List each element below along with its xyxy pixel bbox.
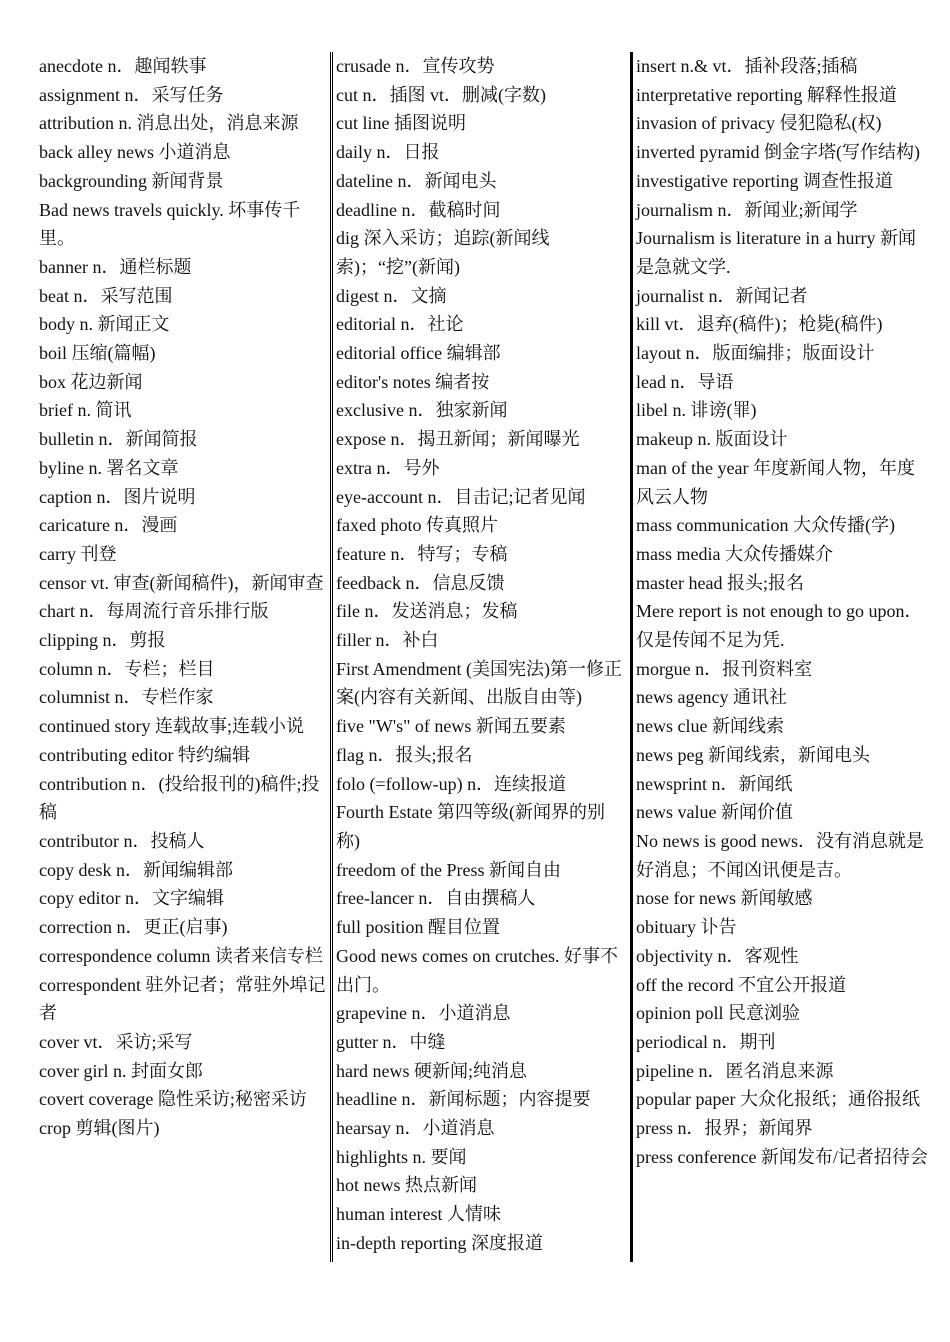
glossary-entry: Fourth Estate 第四等级(新闻界的别称) (336, 802, 605, 851)
glossary-entry: contribution n．(投给报刊的)稿件;投稿 (39, 773, 320, 823)
glossary-entry: gutter n．中缝 (336, 1031, 446, 1052)
glossary-entry: beat n．采写范围 (39, 285, 173, 306)
glossary-entry: journalism n．新闻业;新闻学 (636, 199, 858, 220)
glossary-entry: in-depth reporting 深度报道 (336, 1232, 543, 1253)
glossary-entry: journalist n．新闻记者 (636, 285, 808, 306)
glossary-entry: free-lancer n．自由撰稿人 (336, 888, 536, 909)
glossary-entry: column n．专栏；栏目 (39, 658, 215, 679)
glossary-entry: cover vt．采访;采写 (39, 1031, 193, 1052)
glossary-entry: brief n. 简讯 (39, 400, 132, 421)
glossary-entry: cut line 插图说明 (336, 113, 466, 134)
glossary-entry: attribution n. 消息出处，消息来源 (39, 113, 299, 134)
glossary-entry: off the record 不宜公开报道 (636, 974, 847, 995)
glossary-entry: five "W's" of news 新闻五要素 (336, 716, 566, 737)
glossary-entry: opinion poll 民意浏验 (636, 1003, 801, 1024)
glossary-entry: censor vt. 审查(新闻稿件)，新闻审查 (39, 572, 324, 593)
glossary-entry: backgrounding 新闻背景 (39, 170, 224, 191)
glossary-entry: grapevine n．小道消息 (336, 1003, 511, 1024)
glossary-entry: editorial office 编辑部 (336, 343, 501, 364)
glossary-entry: correspondent 驻外记者；常驻外埠记者 (39, 974, 326, 1024)
glossary-entry: filler n．补白 (336, 630, 439, 651)
glossary-column-2 (330, 52, 630, 1262)
glossary-entry: objectivity n．客观性 (636, 945, 799, 966)
glossary-entry: assignment n．采写任务 (39, 84, 224, 105)
glossary-entry: body n. 新闻正文 (39, 314, 170, 335)
glossary-entry: highlights n. 要闻 (336, 1146, 467, 1167)
glossary-entry: hearsay n．小道消息 (336, 1118, 495, 1139)
glossary-entry: continued story 连载故事;连载小说 (39, 716, 304, 737)
glossary-column-1 (36, 52, 330, 1262)
glossary-entry: byline n. 署名文章 (39, 457, 179, 478)
glossary-entry: man of the year 年度新闻人物，年度风云人物 (636, 457, 915, 507)
glossary-entry: full position 醒目位置 (336, 917, 501, 938)
glossary-entry: libel n. 诽谤(罪) (636, 400, 757, 421)
glossary-entry: mass media 大众传播媒介 (636, 543, 833, 564)
glossary-entry: lead n．导语 (636, 371, 734, 392)
glossary-entry: columnist n．专栏作家 (39, 687, 214, 708)
glossary-entry: feedback n．信息反馈 (336, 572, 505, 593)
glossary-entry: obituary 讣告 (636, 917, 737, 938)
glossary-entry: clipping n．剪报 (39, 630, 166, 651)
glossary-entry: news value 新闻价值 (636, 802, 793, 823)
glossary-entry: covert coverage 隐性采访;秘密采访 (39, 1089, 307, 1110)
glossary-entry: file n．发送消息；发稿 (336, 601, 518, 622)
glossary-entry: back alley news 小道消息 (39, 142, 231, 163)
glossary-entry: pipeline n．匿名消息来源 (636, 1060, 834, 1081)
glossary-entry: hot news 热点新闻 (336, 1175, 477, 1196)
glossary-entry: crusade n．宣传攻势 (336, 56, 495, 76)
glossary-entry: master head 报头;报名 (636, 572, 804, 593)
glossary-column-3 (630, 52, 932, 1262)
glossary-entry: chart n．每周流行音乐排行版 (39, 601, 269, 622)
glossary-entry: kill vt．退弃(稿件)；枪毙(稿件) (636, 314, 883, 335)
glossary-entry: nose for news 新闻敏感 (636, 888, 813, 909)
glossary-entry: folo (=follow-up) n．连续报道 (336, 773, 567, 794)
glossary-entry: invasion of privacy 侵犯隐私(权) (636, 113, 882, 134)
glossary-entry: bulletin n．新闻简报 (39, 429, 198, 450)
glossary-entry: news agency 通讯社 (636, 687, 787, 708)
glossary-entry: caricature n．漫画 (39, 515, 178, 536)
glossary-entry: boil 压缩(篇幅) (39, 343, 156, 364)
glossary-entry: Mere report is not enough to go upon．仅是传闻不足为凭. (636, 601, 923, 651)
glossary-entry: cover girl n. 封面女郎 (39, 1060, 203, 1081)
glossary-entry: Journalism is literature in a hurry 新闻是急就文学. (636, 228, 916, 277)
glossary-entry: news clue 新闻线索 (636, 716, 784, 737)
glossary-entry: cut n．插图 vt．删减(字数) (336, 84, 546, 105)
glossary-entry: editor's notes 编者按 (336, 371, 490, 392)
glossary-entry: First Amendment (美国宪法)第一修正案(内容有关新闻、出版自由等) (336, 658, 622, 708)
glossary-entry: inverted pyramid 倒金字塔(写作结构) (636, 142, 920, 163)
glossary-entry: news peg 新闻线索，新闻电头 (636, 744, 870, 765)
glossary-entry: layout n．版面编排；版面设计 (636, 343, 875, 364)
glossary-entry: editorial n．社论 (336, 314, 464, 335)
glossary-entry: feature n．特写；专稿 (336, 543, 508, 564)
glossary-entry: crop 剪辑(图片) (39, 1118, 160, 1139)
glossary-entry: press conference 新闻发布/记者招待会 (636, 1146, 928, 1167)
glossary-entry: makeup n. 版面设计 (636, 429, 788, 450)
glossary-entry: exclusive n．独家新闻 (336, 400, 508, 421)
glossary-entry: hard news 硬新闻;纯消息 (336, 1060, 527, 1081)
glossary-entry: box 花边新闻 (39, 371, 143, 392)
glossary-entry: dateline n．新闻电头 (336, 170, 497, 191)
glossary-entry: mass communication 大众传播(学) (636, 515, 895, 536)
glossary-entry: human interest 人情味 (336, 1204, 501, 1225)
glossary-entry: flag n．报头;报名 (336, 744, 473, 765)
glossary-entry: interpretative reporting 解释性报道 (636, 84, 897, 105)
glossary-entry: copy desk n．新闻编辑部 (39, 859, 233, 880)
glossary-entry: newsprint n．新闻纸 (636, 773, 793, 794)
glossary-entry: popular paper 大众化报纸；通俗报纸 (636, 1089, 920, 1110)
glossary-entry: insert n.& vt．插补段落;插稿 (636, 56, 858, 76)
glossary-entry: copy editor n．文字编辑 (39, 888, 224, 909)
glossary-entry: press n．报界；新闻界 (636, 1118, 813, 1139)
glossary-entry: faxed photo 传真照片 (336, 515, 498, 536)
glossary-entry: daily n．日报 (336, 142, 440, 163)
glossary-entry: morgue n．报刊资料室 (636, 658, 813, 679)
glossary-entry: caption n．图片说明 (39, 486, 196, 507)
glossary-entry: eye-account n．目击记;记者见闻 (336, 486, 586, 507)
glossary-entry: digest n．文摘 (336, 285, 447, 306)
glossary-entry: contributor n．投稿人 (39, 830, 205, 851)
glossary-page (36, 52, 932, 1262)
glossary-entry: freedom of the Press 新闻自由 (336, 859, 561, 880)
glossary-entry: expose n．揭丑新闻；新闻曝光 (336, 429, 580, 450)
glossary-entry: deadline n．截稿时间 (336, 199, 501, 220)
glossary-entry: contributing editor 特约编辑 (39, 744, 250, 765)
glossary-entry: correction n．更正(启事) (39, 917, 228, 938)
glossary-entry: correspondence column 读者来信专栏 (39, 945, 323, 966)
glossary-entry: banner n．通栏标题 (39, 256, 192, 277)
glossary-entry: investigative reporting 调查性报道 (636, 170, 893, 191)
glossary-entry: dig 深入采访；追踪(新闻线索)；“挖”(新闻) (336, 228, 550, 277)
glossary-entry: extra n．号外 (336, 457, 440, 478)
glossary-entry: No news is good news．没有消息就是好消息；不闻凶讯便是吉。 (636, 830, 924, 880)
glossary-entry: carry 刊登 (39, 543, 117, 564)
glossary-entry: periodical n．期刊 (636, 1031, 776, 1052)
glossary-entry: Bad news travels quickly. 坏事传千里。 (39, 199, 301, 249)
glossary-entry: Good news comes on crutches. 好事不出门。 (336, 945, 618, 995)
glossary-entry: headline n．新闻标题；内容提要 (336, 1089, 591, 1110)
glossary-entry: anecdote n．趣闻轶事 (39, 56, 207, 76)
